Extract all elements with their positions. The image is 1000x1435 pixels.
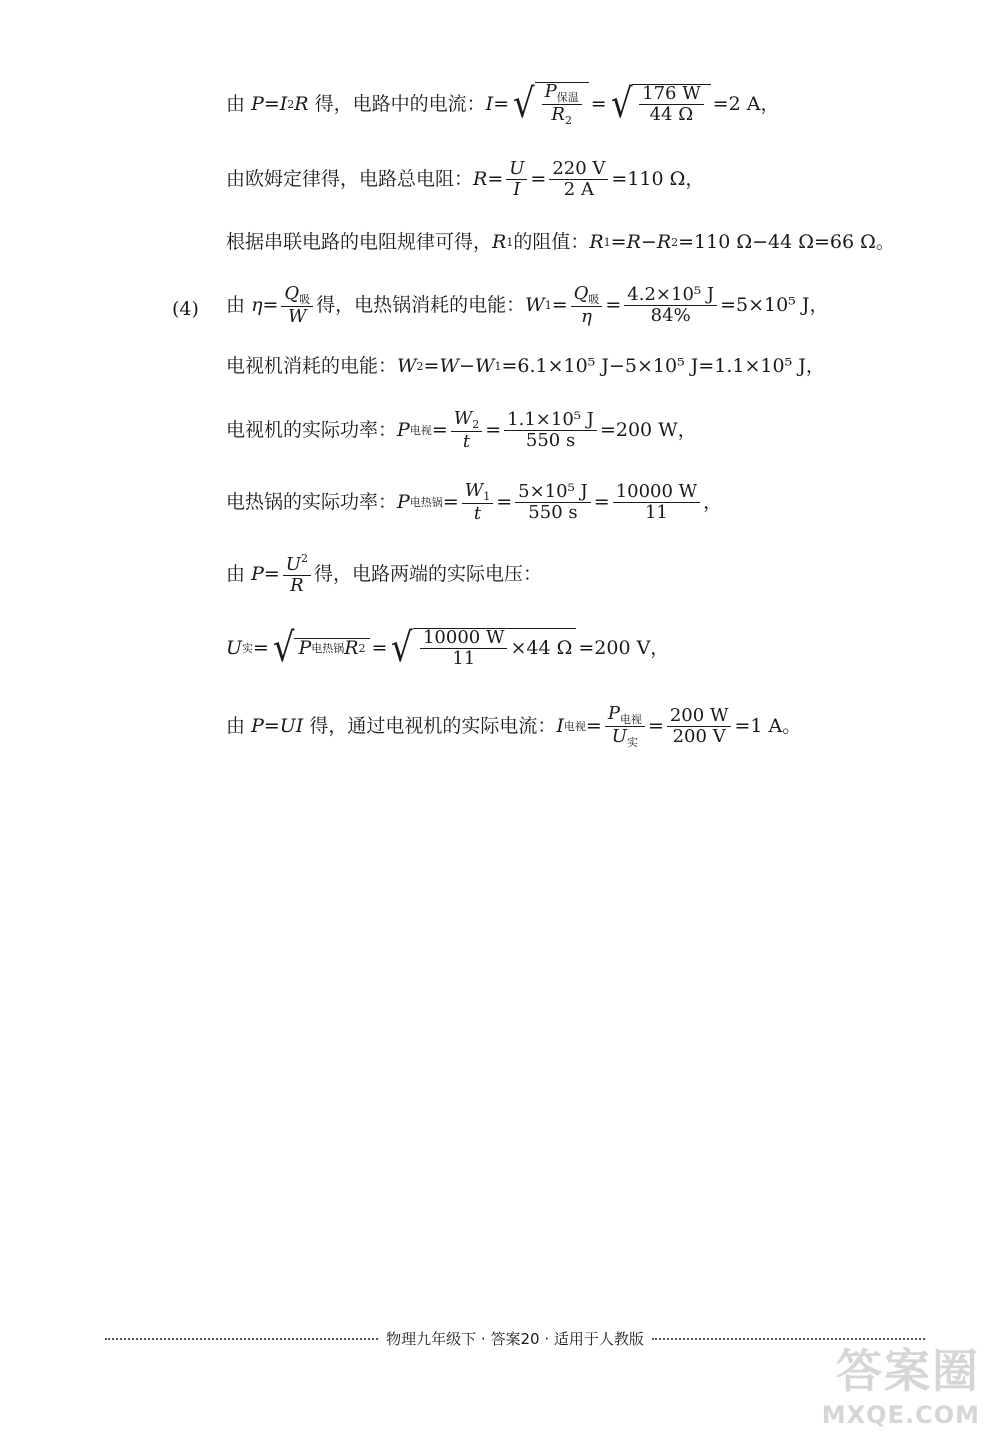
eq-line-total-resistance: 由欧姆定律得，电路总电阻： R = $\frac{U}{I}$ = $\frac{220 V}{2 A}$ =110 Ω， — [226, 158, 705, 200]
eq-line-power-cooker: 电热锅的实际功率： P 电热锅 = $\frac{W_1}{t}$ = $\frac{\text{5×10⁵ J}}{550 s}$ = $\frac{10000 W}{11}$ ， — [226, 480, 723, 524]
watermark-url: MXQE.COM — [821, 1401, 980, 1429]
watermark-logo: 答案圈 — [836, 1344, 980, 1398]
footer-divider-left — [105, 1338, 378, 1340]
eq-line-energy-tv: 电视机消耗的电能： W 2 = W − W 1 =6.1×10⁵ J−5×10⁵ J=1.1×10⁵ J， — [226, 355, 825, 377]
eq-line-energy-cooker: 由 η = $\frac{Q_吸}{W}$ 得，电热锅消耗的电能： W 1 = $\frac{Q_吸}{\eta}$ = $\frac{\text{4.2×10⁵ J}}{84\%}$ =5×10⁵ J， — [226, 283, 829, 327]
page-footer — [105, 1328, 925, 1349]
question-number: (4) — [172, 298, 199, 320]
eq-line-voltage: U 实 = √ P 电热锅 R 2 = √ $\frac{10000 W}{11}$ ×44 Ω =200 V， — [226, 625, 670, 671]
eq-line-power-tv: 电视机的实际功率： P 电视 = $\frac{W_2}{t}$ = $\frac{\text{1.1×10⁵ J}}{550 s}$ =200 W， — [226, 408, 697, 452]
footer-text: 物理九年级下 · 答案20 · 适用于人教版 — [386, 1330, 644, 1348]
watermark — [822, 1335, 980, 1429]
eq-line-voltage-intro: 由 P = $\frac{U^2}{R}$ 得，电路两端的实际电压： — [226, 552, 542, 596]
eq-line-current-tv: 由 P = UI 得，通过电视机的实际电流： I 电视 = $\frac{P_{电视}}{U_实}$ = $\frac{200 W}{200 V}$ =1 A。 — [226, 703, 802, 749]
eq-line-r1: 根据串联电路的电阻规律可得， R 1 的阻值： R 1 = R − R 2 =110 Ω−44 Ω=66 Ω。 — [226, 231, 895, 253]
eq-line-current: 由 P = I 2 R 得，电路中的电流： I = √ $\frac{P_{保温}}{R_2}$ = √ $\frac{176 W}{44 \Omega}$ =2 A， — [226, 81, 780, 127]
